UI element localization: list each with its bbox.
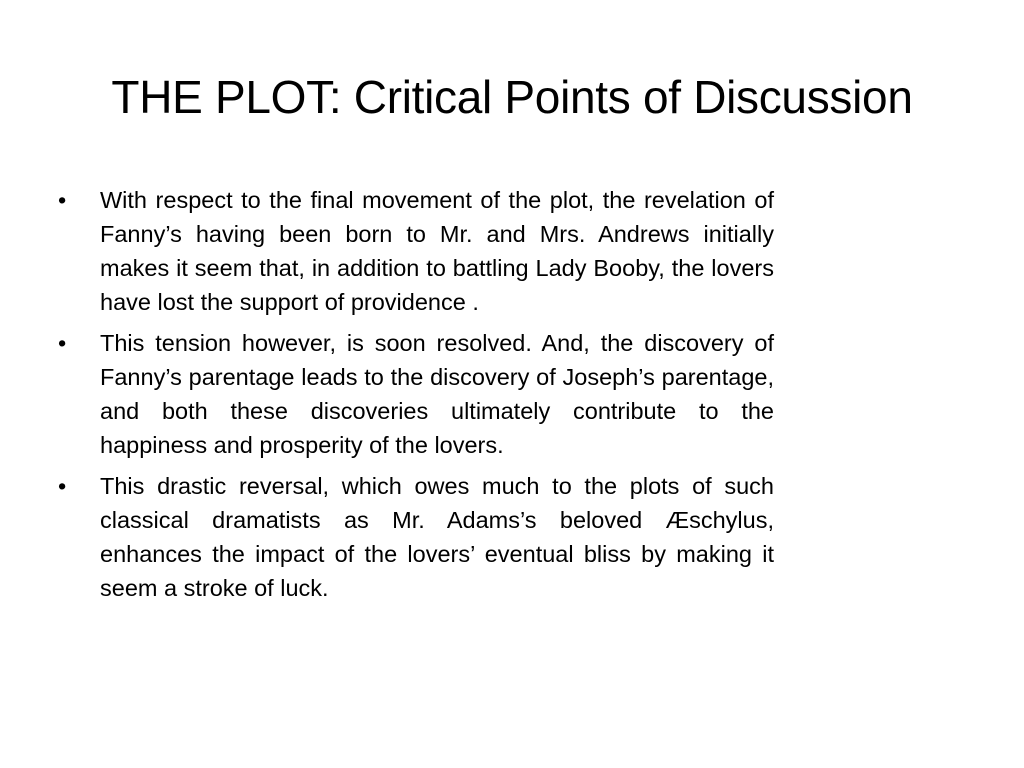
bullet-text: With respect to the final movement of the plot, the revelation of Fanny’s having been born to Mr. and Mrs. Andrews initially makes it seem that, in addition to battling Lady Booby, the lovers have lost the support of providence .	[100, 187, 774, 315]
bullet-item	[58, 326, 774, 462]
bullet-item	[58, 469, 774, 605]
bullet-icon: •	[58, 187, 67, 213]
bullet-list	[58, 183, 774, 612]
bullet-text: This tension however, is soon resolved. And, the discovery of Fanny’s parentage leads to the discovery of Joseph’s parentage, and both these discoveries ultimately contribute to the happiness and prosperity of the lovers.	[100, 330, 774, 458]
slide-title: THE PLOT: Critical Points of Discussion	[111, 71, 913, 123]
bullet-text: This drastic reversal, which owes much to the plots of such classical dramatists as Mr. Adams’s beloved Æschylus, enhances the impact of the lovers’ eventual bliss by making it seem a stroke of luck.	[100, 473, 774, 601]
bullet-icon: •	[58, 330, 67, 356]
bullet-icon: •	[58, 473, 67, 499]
bullet-item	[58, 183, 774, 319]
